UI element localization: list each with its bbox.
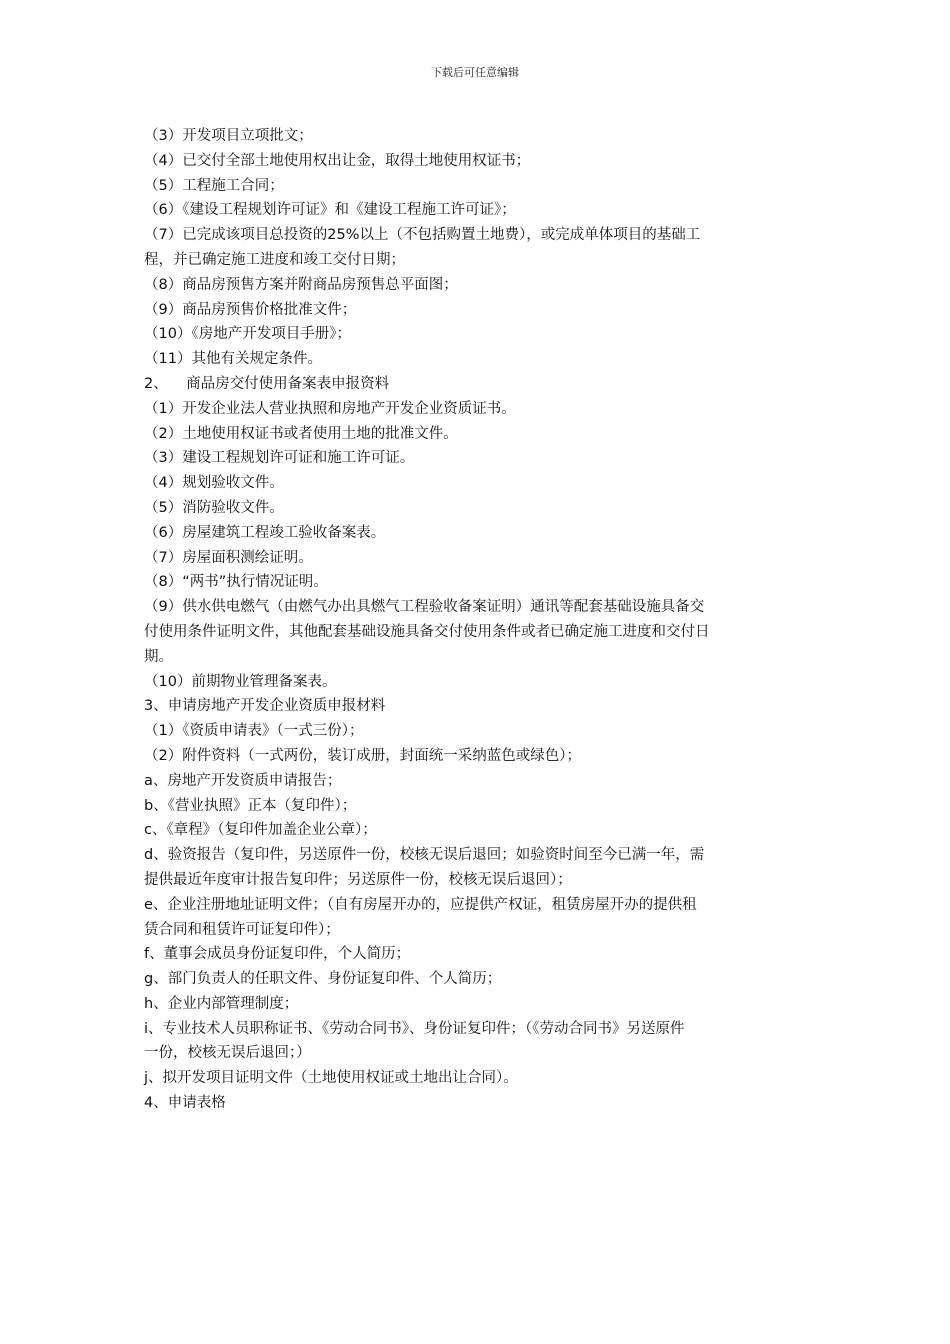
text-line: （2）土地使用权证书或者使用土地的批准文件。 [144, 425, 458, 442]
text-line: （5）消防验收文件。 [144, 499, 284, 516]
text-line: j、拟开发项目证明文件（土地使用权证或土地出让合同）。 [144, 1070, 518, 1087]
text-line: d、验资报告（复印件，另送原件一份，校核无误后退回；如验资时间至今已满一年，需 [144, 847, 705, 864]
text-line: （7）房屋面积测绘证明。 [144, 549, 313, 566]
text-line: （7）已完成该项目总投资的25%以上（不包括购置土地费），或完成单体项目的基础工 [144, 227, 701, 244]
text-line: 付使用条件证明文件，其他配套基础设施具备交付使用条件或者已确定施工进度和交付日 [144, 623, 710, 640]
page-header: 下载后可任意编辑 [431, 66, 519, 79]
section-heading: 3、申请房地产开发企业资质申报材料 [144, 698, 386, 715]
text-line: （1）开发企业法人营业执照和房地产开发企业资质证书。 [144, 400, 516, 417]
text-line: （4）已交付全部土地使用权出让金，取得土地使用权证书； [144, 152, 531, 169]
text-line: 一份，校核无误后退回；） [144, 1045, 311, 1062]
text-line: （3）建设工程规划许可证和施工许可证。 [144, 450, 415, 467]
text-line: g、部门负责人的任职文件、身份证复印件、个人简历； [144, 971, 502, 988]
text-line: i、专业技术人员职称证书、《劳动合同书》、身份证复印件；（《劳动合同书》另送原件 [144, 1020, 685, 1037]
section-heading: 2、 商品房交付使用备案表申报资料 [144, 375, 390, 392]
text-line: 赁合同和租赁许可证复印件）； [144, 921, 340, 938]
text-line: 程，并已确定施工进度和竣工交付日期； [144, 251, 405, 268]
text-line: c、《章程》（复印件加盖企业公章）； [144, 822, 377, 839]
section-heading: 4、申请表格 [144, 1095, 226, 1112]
text-line: （1）《资质申请表》（一式三份）； [144, 723, 364, 740]
text-line: （6）房屋建筑工程竣工验收备案表。 [144, 524, 386, 541]
text-line: （10）前期物业管理备案表。 [144, 673, 337, 690]
text-line: h、企业内部管理制度； [144, 995, 299, 1012]
text-line: （6）《建设工程规划许可证》和《建设工程施工许可证》； [144, 202, 516, 219]
text-line: （10）《房地产开发项目手册》； [144, 326, 351, 343]
text-line: （11）其他有关规定条件。 [144, 351, 322, 368]
text-line: （3）开发项目立项批文； [144, 128, 313, 144]
text-line: f、董事会成员身份证复印件，个人简历； [144, 946, 411, 963]
text-line: e、企业注册地址证明文件；（自有房屋开办的，应提供产权证，租赁房屋开办的提供租 [144, 896, 697, 913]
text-line: （5）工程施工合同； [144, 177, 284, 194]
text-line: （8）商品房预售方案并附商品房预售总平面图； [144, 276, 458, 293]
document-body [144, 124, 808, 1116]
text-line: 期。 [144, 648, 173, 665]
text-line: （2）附件资料（一式两份，装订成册，封面统一采纳蓝色或绿色）； [144, 747, 581, 764]
text-line: a、房地产开发资质申请报告； [144, 772, 342, 789]
text-line: （9）供水供电燃气（由燃气办出具燃气工程验收备案证明）通讯等配套基础设施具备交 [144, 599, 705, 616]
text-line: （9）商品房预售价格批准文件； [144, 301, 357, 318]
text-line: （8）“两书”执行情况证明。 [144, 574, 328, 591]
text-line: 提供最近年度审计报告复印件；另送原件一份，校核无误后退回）； [144, 871, 572, 888]
text-line: （4）规划验收文件。 [144, 475, 284, 492]
text-line: b、《营业执照》正本（复印件）； [144, 797, 357, 814]
